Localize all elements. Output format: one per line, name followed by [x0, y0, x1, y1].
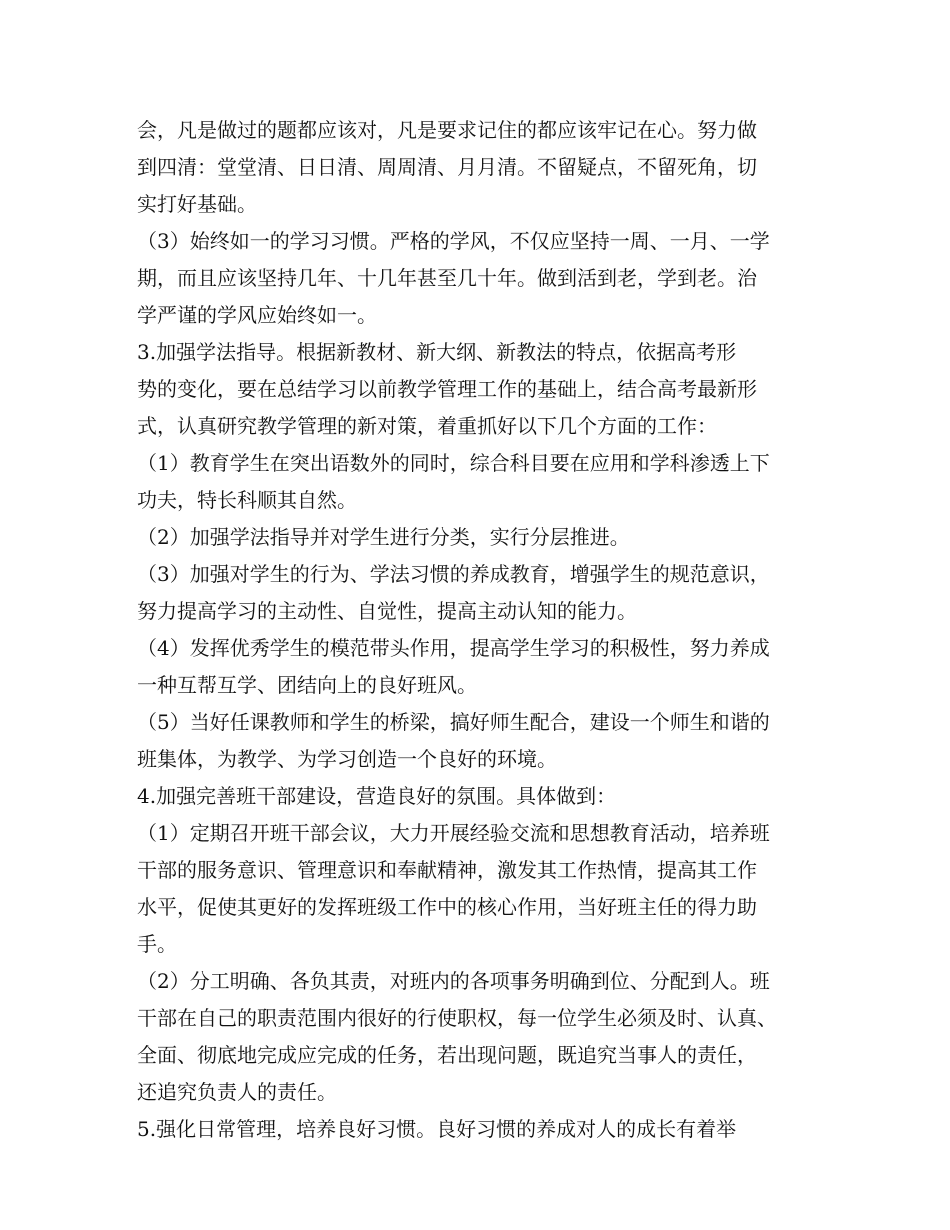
body-text — [137, 112, 837, 1148]
text-line: 式，认真研究教学管理的新对策，着重抓好以下几个方面的工作： — [137, 414, 717, 438]
text-line: 实打好基础。 — [137, 192, 257, 216]
text-line: 3.加强学法指导。根据新教材、新大纲、新教法的特点，依据高考形 — [137, 340, 737, 364]
text-line: 还追究负责人的责任。 — [137, 1080, 337, 1104]
text-line: 会，凡是做过的题都应该对，凡是要求记住的都应该牢记在心。努力做 — [137, 118, 757, 142]
text-line: 期，而且应该坚持几年、十几年甚至几十年。做到活到老，学到老。治 — [137, 266, 757, 290]
text-line: 干部的服务意识、管理意识和奉献精神，激发其工作热情，提高其工作 — [137, 858, 757, 882]
text-line: 全面、彻底地完成应完成的任务，若出现问题，既追究当事人的责任， — [137, 1043, 757, 1067]
text-line: （3）加强对学生的行为、学法习惯的养成教育，增强学生的规范意识， — [137, 562, 770, 586]
text-line: 干部在自己的职责范围内很好的行使职权，每一位学生必须及时、认真、 — [137, 1006, 777, 1030]
text-line: 手。 — [137, 932, 177, 956]
text-line: 一种互帮互学、团结向上的良好班风。 — [137, 673, 477, 697]
text-line: 4.加强完善班干部建设，营造良好的氛围。具体做到： — [137, 784, 617, 808]
text-line: （2）加强学法指导并对学生进行分类，实行分层推进。 — [137, 525, 630, 549]
text-line: 努力提高学习的主动性、自觉性，提高主动认知的能力。 — [137, 599, 637, 623]
text-line: 学严谨的学风应始终如一。 — [137, 303, 377, 327]
text-line: （1）定期召开班干部会议，大力开展经验交流和思想教育活动，培养班 — [137, 821, 770, 845]
text-line: 5.强化日常管理，培养良好习惯。良好习惯的养成对人的成长有着举 — [137, 1117, 737, 1141]
text-line: 功夫，特长科顺其自然。 — [137, 488, 357, 512]
text-line: 势的变化，要在总结学习以前教学管理工作的基础上，结合高考最新形 — [137, 377, 757, 401]
text-line: （1）教育学生在突出语数外的同时，综合科目要在应用和学科渗透上下 — [137, 451, 770, 475]
text-line: 班集体，为教学、为学习创造一个良好的环境。 — [137, 747, 557, 771]
text-line: 到四清：堂堂清、日日清、周周清、月月清。不留疑点，不留死角，切 — [137, 155, 757, 179]
text-line: （2）分工明确、各负其责，对班内的各项事务明确到位、分配到人。班 — [137, 969, 770, 993]
text-line: （5）当好任课教师和学生的桥梁，搞好师生配合，建设一个师生和谐的 — [137, 710, 770, 734]
text-line: （4）发挥优秀学生的模范带头作用，提高学生学习的积极性，努力养成 — [137, 636, 770, 660]
text-line: 水平，促使其更好的发挥班级工作中的核心作用，当好班主任的得力助 — [137, 895, 757, 919]
text-line: （3）始终如一的学习习惯。严格的学风，不仅应坚持一周、一月、一学 — [137, 229, 770, 253]
